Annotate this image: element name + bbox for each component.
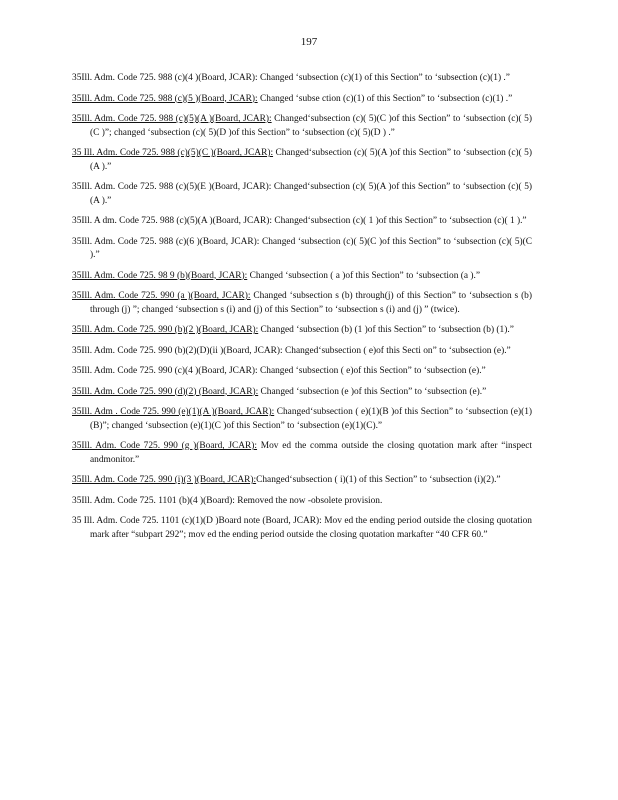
citation: 35Ill. Adm. Code 725. 1101 (b)(4 )(Board): (72, 495, 235, 506)
note-text: Changed ‘subsection (e )of this Section” to ‘subsection (e).” (258, 386, 487, 397)
note-text: Changed‘subsection ( e)of this Secti on” to ‘subsection (e).” (282, 345, 511, 356)
note-text: Changed‘subsection (c)( 1 )of this Section” to ‘subsection (c)( 1 ).” (271, 216, 527, 226)
note-text: Changed ‘subse ction (c)(1) of this Section” to ‘subsection (c)(1) .” (257, 93, 513, 104)
revision-note (72, 270, 532, 284)
note-text: Changed ‘subsection ( e)of this Section” to ‘subsection (e).” (257, 366, 486, 376)
citation: 35Ill. Adm. Code 725. 988 (c)(6 )(Board, JCAR): (72, 236, 260, 247)
note-text: Mov ed the comma outside the closing quotation mark after “inspect andmonitor.” (90, 441, 532, 465)
citation: 35Ill. Adm. Code 725. 990 (b)(2)(D)(ii )(Board, JCAR): (72, 345, 283, 356)
citation: 35Ill. Adm. Code 725. 990 (c)(4 )(Board, JCAR): (72, 366, 258, 376)
citation: 35Ill. A dm. Code 725. 988 (c)(5)(A )(Board, JCAR): (72, 216, 272, 226)
revision-note (72, 324, 532, 338)
citation: 35 Ill. Adm. Code 725. 988 (c)(5)(C )(Board, JCAR): (72, 148, 274, 158)
revision-note (72, 181, 532, 208)
citation: 35 Ill. Adm. Code 725. 1101 (c)(1)(D )Board note (Board, JCAR): (72, 516, 322, 526)
note-text: Mov ed the ending period outside the closing quotation mark after “subpart 292”; mov ed the ending period outside the closing quotation markafter “40 CFR 60.” (90, 516, 532, 540)
revision-note (72, 345, 532, 359)
citation: 35Ill. Adm. Code 725. 990 (b)(2 )(Board, JCAR): (72, 325, 259, 335)
revision-note (72, 113, 532, 140)
citation: 35Ill. Adm. Code 725. 990 (d)(2) (Board, JCAR): (72, 386, 259, 397)
note-text: Changed ‘subsection ( a )of this Section” to ‘subsection (a ).” (247, 270, 480, 281)
citation: 35Ill. Adm. Code 725. 988 (c)(5)(A )(Board, JCAR): (72, 114, 272, 124)
revision-note (72, 215, 532, 229)
revision-note (72, 365, 532, 379)
note-text: Changed ‘subsection s (b) through(j) of this Section” to ‘subsection s (b) through (j) ”; changed ‘subsection s (i) and (j) of this Section” to ‘subsection s (i) and (j) ” (twice). (90, 291, 532, 315)
revision-note (72, 515, 532, 542)
revision-note (72, 406, 532, 433)
revision-note (72, 236, 532, 263)
page-number: 197 (300, 36, 318, 48)
revision-notes-list (72, 72, 532, 549)
citation: 35Ill. Adm. Code 725. 988 (c)(5 )(Board, JCAR): (72, 93, 258, 104)
revision-note (72, 147, 532, 174)
note-text: Changed‘subsection ( i)(1) of this Section” to ‘subsection (i)(2).” (256, 475, 501, 485)
note-text: Changed ‘subsection (c)( 5)(C )of this Section” to ‘subsection (c)( 5)(C ).” (90, 236, 533, 260)
note-text: Changed‘subsection (c)( 5)(A )of this Section” to ‘subsection (c)( 5)(A ).” (90, 182, 533, 206)
note-text: Changed‘subsection (c)( 5)(C )of this Section” to ‘subsection (c)( 5)(C )”; changed ‘subsection (c)( 5)(D )of this Section” to ‘subsection (c)( 5)(D ) .” (90, 114, 532, 138)
revision-note (72, 474, 532, 488)
citation: 35Ill. Adm. Code 725. 990 (i)(3 )(Board, JCAR): (72, 475, 257, 485)
citation: 35Ill. Adm. Code 725. 990 (g )(Board, JCAR): (72, 441, 258, 451)
citation: 35Ill. Adm. Code 725. 990 (a )(Board, JCAR): (72, 291, 251, 301)
citation: 35Ill. Adm. Code 725. 988 (c)(4 )(Board, JCAR): (72, 73, 258, 83)
revision-note (72, 93, 532, 107)
note-text: Removed the now -obsolete provision. (234, 495, 383, 506)
revision-note (72, 440, 532, 467)
citation: 35Ill. Adm. Code 725. 98 9 (b)(Board, JCAR): (72, 270, 248, 281)
note-text: Changed‘subsection (c)( 5)(A )of this Section” to ‘subsection (c)( 5)(A ).” (90, 148, 532, 172)
note-text: Changed‘subsection ( e)(1)(B )of this Section” to ‘subsection (e)(1)(B)”; changed ‘subsection (e)(1)(C )of this Section” to ‘subsection (e)(1)(C).” (90, 407, 532, 431)
note-text: Changed ‘subsection (c)(1) of this Section” to ‘subsection (c)(1) .” (257, 73, 510, 83)
revision-note (72, 72, 532, 86)
revision-note (72, 290, 532, 317)
citation: 35Ill. Adm . Code 725. 990 (e)(1)(A )(Board, JCAR): (72, 407, 275, 417)
note-text: Changed ‘subsection (b) (1 )of this Section” to ‘subsection (b) (1).” (258, 325, 514, 335)
citation: 35Ill. Adm. Code 725. 988 (c)(5)(E )(Board, JCAR): (72, 182, 272, 192)
revision-note (72, 386, 532, 400)
revision-note (72, 495, 532, 509)
